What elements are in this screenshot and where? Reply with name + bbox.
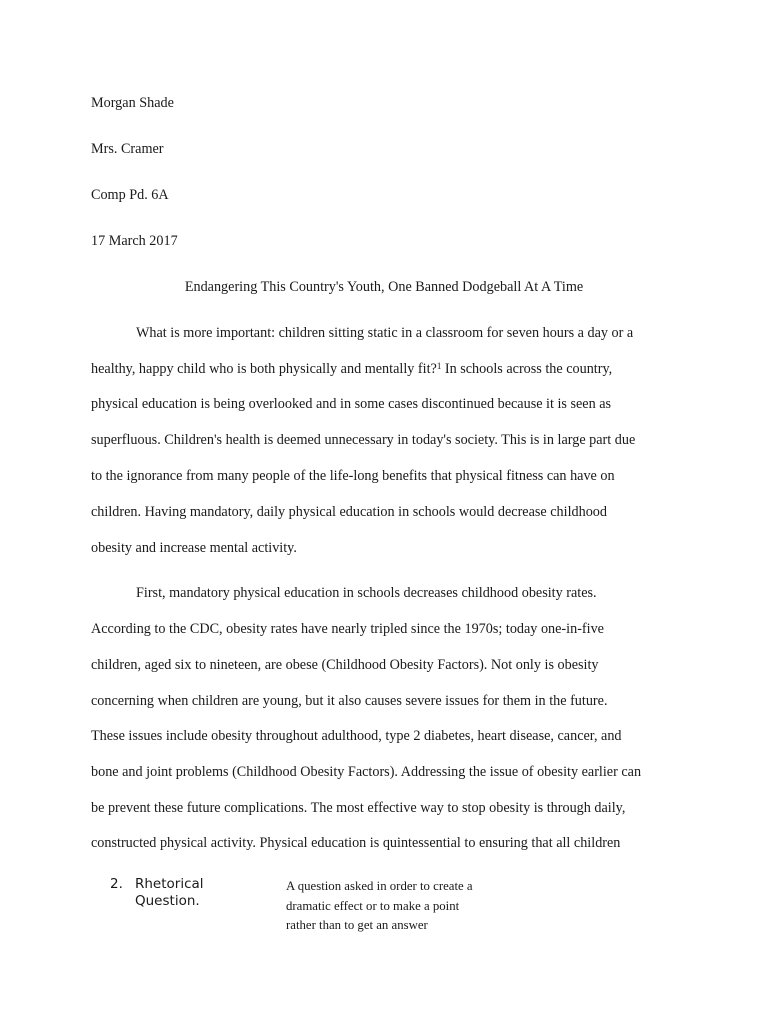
footnote-number: 2. — [110, 876, 123, 892]
document-date: 17 March 2017 — [91, 233, 178, 249]
footnote-definition: A question asked in order to create a dramatic effect or to make a point rather than to get an answer — [286, 879, 473, 932]
paragraph-1-line: obesity and increase mental activity. — [91, 540, 297, 556]
footnote-reference[interactable]: 1 — [436, 361, 442, 371]
footnote-term: Rhetorical Question. — [135, 876, 204, 909]
paragraph-2-line: These issues include obesity throughout adulthood, type 2 diabetes, heart disease, cancer, and — [91, 728, 622, 744]
paragraph-2-line: children, aged six to nineteen, are obese (Childhood Obesity Factors). Not only is obesity — [91, 657, 599, 673]
paragraph-2-line: concerning when children are young, but it also causes severe issues for them in the future. — [91, 693, 608, 709]
essay-title: Endangering This Country's Youth, One Banned Dodgeball At A Time — [184, 279, 584, 295]
author-name: Morgan Shade — [91, 95, 174, 111]
paragraph-2-line: According to the CDC, obesity rates have nearly tripled since the 1970s; today one-in-five — [91, 621, 604, 637]
paragraph-1-text: healthy, happy child who is both physically and mentally fit? — [91, 361, 437, 377]
paragraph-1-line: children. Having mandatory, daily physical education in schools would decrease childhood — [91, 504, 607, 520]
paragraph-1-line: What is more important: children sitting static in a classroom for seven hours a day or a — [136, 325, 634, 341]
paragraph-1-line — [91, 360, 612, 378]
teacher-name: Mrs. Cramer — [91, 141, 164, 157]
paragraph-1-text: In schools across the country, — [441, 361, 613, 377]
paragraph-2-line: First, mandatory physical education in schools decreases childhood obesity rates. — [136, 585, 597, 601]
paragraph-1-line: superfluous. Children's health is deemed unnecessary in today's society. This is in large part due — [91, 432, 636, 448]
paragraph-2-line: constructed physical activity. Physical education is quintessential to ensuring that all children — [91, 835, 621, 851]
paragraph-1-line: physical education is being overlooked and in some cases discontinued because it is seen as — [91, 396, 612, 412]
paragraph-1-line: to the ignorance from many people of the life-long benefits that physical fitness can have on — [91, 468, 615, 484]
course-period: Comp Pd. 6A — [91, 187, 169, 203]
paragraph-2-line: be prevent these future complications. The most effective way to stop obesity is through daily, — [91, 800, 626, 816]
paragraph-2-line: bone and joint problems (Childhood Obesity Factors). Addressing the issue of obesity earlier can — [91, 764, 642, 780]
